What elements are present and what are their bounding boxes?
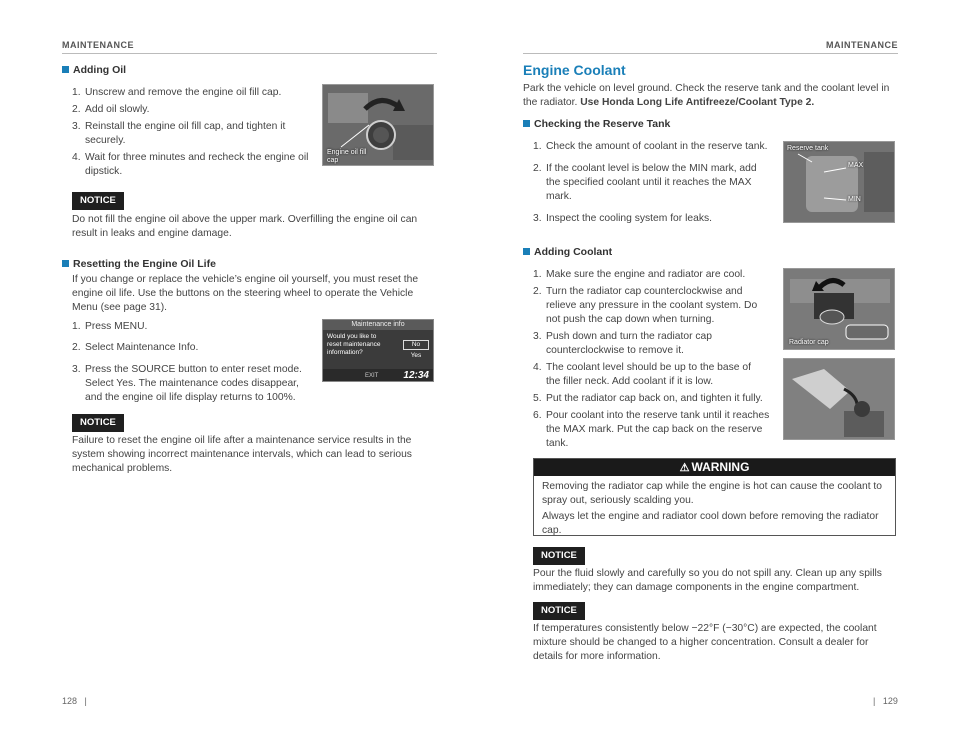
maintenance-info-screen <box>322 319 434 382</box>
warning-triangle-icon: ⚠ <box>679 462 690 474</box>
engine-oil-fill-cap-photo <box>322 84 434 166</box>
pouring-coolant-illustration <box>784 359 895 440</box>
reserve-tank-photo <box>783 141 895 223</box>
coolant-intro: Park the vehicle on level ground. Check the reserve tank and the coolant level in the radiator. Use Honda Long Life Antifreeze/Coolant Type 2. <box>523 83 890 108</box>
add-step-4: 4. The coolant level should be up to the base of the filler neck. Add coolant if it is low. <box>533 362 751 387</box>
maintenance-info-title: Maintenance info <box>323 320 433 330</box>
add-step-1: 1. Make sure the engine and radiator are cool. <box>533 269 746 280</box>
right-page-number: | 129 <box>873 696 898 706</box>
left-page-number: 128 | <box>62 696 87 706</box>
add-step-6: 6. Pour coolant into the reserve tank until it reaches the MAX mark. Put the cap back on the reserve tank. <box>533 410 770 449</box>
check-step-1: 1. Check the amount of coolant in the reserve tank. <box>533 141 768 152</box>
oil-step-3: 3. Reinstall the engine oil fill cap, and tighten it securely. <box>72 121 286 146</box>
check-step-3: 3. Inspect the cooling system for leaks. <box>533 213 712 224</box>
warning-header: ⚠ WARNING <box>534 459 895 476</box>
reset-step-2: 2. Select Maintenance Info. <box>72 342 199 353</box>
checking-reserve-tank-heading: Checking the Reserve Tank <box>523 118 670 130</box>
screen-no-option: No <box>403 340 429 350</box>
add-step-2: 2. Turn the radiator cap counterclockwise and relieve any pressure in the coolant system. Do not push the cap down when turning. <box>533 286 758 325</box>
add-step-5: 5. Put the radiator cap back on, and tighten it fully. <box>533 393 763 404</box>
warning-text-2: Always let the engine and radiator cool down before removing the radiator cap. <box>542 511 879 536</box>
notice-text-4: If temperatures consistently below −22°F (−30°C) are expected, the coolant mixture should be changed to a higher concentration. Consult a dealer for details for more information. <box>533 623 877 662</box>
oil-step-1: 1. Unscrew and remove the engine oil fill cap. <box>72 87 282 98</box>
oil-step-4: 4. Wait for three minutes and recheck the engine oil dipstick. <box>72 152 309 177</box>
adding-oil-heading: Adding Oil <box>62 64 126 76</box>
min-mark-label: MIN <box>848 196 861 203</box>
engine-coolant-title: Engine Coolant <box>523 62 626 78</box>
max-mark-label: MAX <box>848 162 864 169</box>
oil-step-2: 2. Add oil slowly. <box>72 104 150 115</box>
screen-clock: 12:34 <box>403 370 429 381</box>
left-header-rule <box>62 53 437 54</box>
warning-text-1: Removing the radiator cap while the engine is hot can cause the coolant to spray out, seriously scalding you. <box>542 481 883 506</box>
reset-step-3: 3. Press the SOURCE button to enter reset mode. Select Yes. The maintenance codes disappear, and the engine oil life display returns to 100%. <box>72 364 302 403</box>
notice-badge-1: NOTICE <box>72 192 124 210</box>
left-running-header: MAINTENANCE <box>62 40 134 50</box>
screen-exit-label: EXIT <box>365 373 379 379</box>
screen-yes-option: Yes <box>410 352 422 359</box>
radiator-cap-illustration <box>784 269 895 350</box>
reset-intro: If you change or replace the vehicle’s engine oil yourself, you must reset the engine oil life. Use the buttons on the steering wheel to operate the Vehicle Menu (see page 31). <box>72 274 419 313</box>
square-bullet-icon <box>523 120 530 127</box>
adding-coolant-heading: Adding Coolant <box>523 246 612 258</box>
reserve-tank-illustration <box>784 142 895 223</box>
engine-oil-fill-cap-label: Engine oil fill cap <box>327 149 367 164</box>
square-bullet-icon <box>523 248 530 255</box>
square-bullet-icon <box>62 66 69 73</box>
notice-text-1: Do not fill the engine oil above the upper mark. Overfilling the engine oil can result in leaks and engine damage. <box>72 214 418 239</box>
notice-text-3: Pour the fluid slowly and carefully so you do not spill any. Clean up any spills immediately; they can damage components in the engine compartment. <box>533 568 882 593</box>
add-step-3: 3. Push down and turn the radiator cap counterclockwise to remove it. <box>533 331 713 356</box>
notice-text-2: Failure to reset the engine oil life after a maintenance service results in the system showing incorrect maintenance intervals, which can lead to serious mechanical problems. <box>72 435 412 474</box>
notice-badge-2: NOTICE <box>72 414 124 432</box>
right-page <box>480 0 960 750</box>
check-step-2: 2. If the coolant level is below the MIN mark, add the specified coolant until it reaches the MAX mark. <box>533 163 757 202</box>
radiator-cap-photo <box>783 268 895 350</box>
radiator-cap-label: Radiator cap <box>789 339 829 346</box>
reset-oil-life-heading: Resetting the Engine Oil Life <box>62 258 216 270</box>
pouring-coolant-photo <box>783 358 895 440</box>
right-header-rule <box>523 53 898 54</box>
square-bullet-icon <box>62 260 69 267</box>
right-running-header: MAINTENANCE <box>826 40 898 50</box>
reserve-tank-label: Reserve tank <box>787 145 829 152</box>
notice-badge-4: NOTICE <box>533 602 585 620</box>
notice-badge-3: NOTICE <box>533 547 585 565</box>
reset-step-1: 1. Press MENU. <box>72 321 148 332</box>
maintenance-info-question: Would you like to reset maintenance information? <box>327 333 381 356</box>
warning-box <box>533 458 896 536</box>
